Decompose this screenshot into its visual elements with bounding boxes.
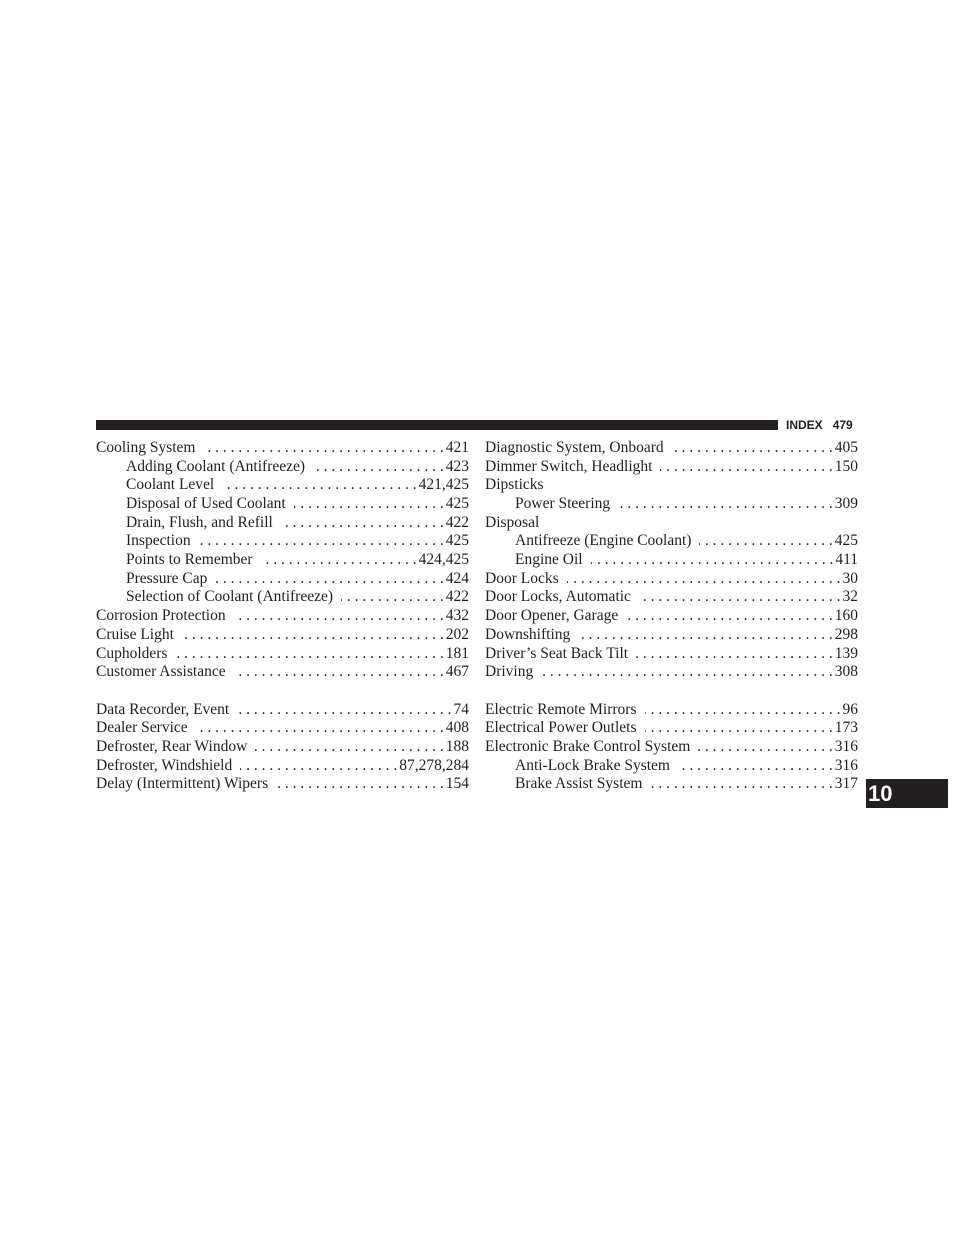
dot-leader <box>313 458 444 477</box>
entry-text: Defroster, Windshield <box>96 756 233 774</box>
index-entry <box>96 439 469 458</box>
entry-page-ref: 298 <box>834 625 858 643</box>
index-entry <box>485 626 858 645</box>
index-subentry <box>485 495 858 514</box>
entry-page-ref: 139 <box>834 644 858 662</box>
dot-leader <box>591 551 834 570</box>
index-entry <box>485 645 858 664</box>
entry-page-ref: 425 <box>445 495 469 513</box>
index-entry <box>96 626 469 645</box>
entry-page-ref: 316 <box>834 756 858 774</box>
entry-text: Points to Remember <box>126 551 253 569</box>
index-entry <box>485 476 858 495</box>
dot-leader <box>341 589 444 608</box>
entry-page-ref: 423 <box>445 457 469 475</box>
dot-leader <box>678 757 833 776</box>
entry-text: Cruise Light <box>96 625 174 643</box>
dot-leader <box>234 607 444 626</box>
dot-leader <box>276 775 444 794</box>
header-rule <box>96 420 778 430</box>
entry-text: Disposal <box>485 513 540 531</box>
entry-text: Antifreeze (Engine Coolant) <box>515 532 692 550</box>
dot-leader <box>203 439 443 458</box>
section-gap <box>485 682 858 701</box>
dot-leader <box>645 701 841 720</box>
entry-page-ref: 316 <box>834 738 858 755</box>
entry-text: Downshifting <box>485 625 571 643</box>
dot-leader <box>182 626 444 645</box>
entry-text: Cupholders <box>96 644 168 662</box>
index-subentry <box>485 757 858 776</box>
entry-text: Anti-Lock Brake System <box>515 756 670 774</box>
entry-page-ref: 74 <box>453 700 469 718</box>
index-entry <box>485 514 858 533</box>
entry-page-ref: 422 <box>445 513 469 531</box>
entry-text: Dealer Service <box>96 719 188 737</box>
index-subentry <box>96 570 469 589</box>
entry-page-ref: 87,278,284 <box>399 756 469 774</box>
index-entry <box>96 645 469 664</box>
entry-page-ref: 425 <box>834 532 858 550</box>
index-subentry <box>96 495 469 514</box>
chapter-tab: 10 <box>866 779 948 808</box>
entry-text: Power Steering <box>515 495 611 513</box>
entry-text: Brake Assist System <box>515 775 643 793</box>
index-subentry <box>96 589 469 608</box>
index-entry <box>96 701 469 720</box>
entry-page-ref: 317 <box>834 775 858 793</box>
entry-page-ref: 424,425 <box>418 551 469 569</box>
entry-page-ref: 424 <box>445 569 469 587</box>
index-entry <box>485 719 858 738</box>
index-subentry <box>96 458 469 477</box>
entry-page-ref: 173 <box>834 719 858 737</box>
index-subentry <box>485 775 858 794</box>
index-entry <box>485 570 858 589</box>
index-column-right <box>485 439 858 794</box>
entry-text: Corrosion Protection <box>96 607 226 625</box>
dot-leader <box>645 719 833 738</box>
dot-leader <box>672 439 833 458</box>
index-subentry <box>96 476 469 495</box>
entry-page-ref: 425 <box>445 532 469 550</box>
dot-leader <box>639 589 841 608</box>
entry-text: Data Recorder, Event <box>96 700 230 718</box>
entry-text: Cooling System <box>96 439 196 456</box>
index-entry <box>96 719 469 738</box>
dot-leader <box>650 775 832 794</box>
entry-page-ref: 181 <box>445 644 469 662</box>
dot-leader <box>215 570 443 589</box>
dot-leader <box>636 645 833 664</box>
index-entry <box>485 738 858 757</box>
page-number: 479 <box>832 418 853 432</box>
dot-leader <box>222 476 416 495</box>
entry-text: Defroster, Rear Window <box>96 738 248 755</box>
index-entry <box>485 663 858 682</box>
entry-text: Electronic Brake Control System <box>485 738 691 755</box>
dot-leader <box>261 551 417 570</box>
index-subentry <box>485 532 858 551</box>
entry-page-ref: 405 <box>834 439 858 456</box>
index-entry <box>485 439 858 458</box>
dot-leader <box>567 570 841 589</box>
entry-page-ref: 202 <box>445 625 469 643</box>
entry-text: Coolant Level <box>126 476 215 494</box>
entry-page-ref: 411 <box>835 551 858 569</box>
index-entry <box>485 607 858 626</box>
entry-page-ref: 308 <box>834 663 858 681</box>
index-entry <box>96 757 469 776</box>
entry-page-ref: 467 <box>445 663 469 681</box>
dot-leader <box>578 626 833 645</box>
entry-text: Delay (Intermittent) Wipers <box>96 775 269 793</box>
dot-leader <box>237 701 451 720</box>
index-column-left <box>96 439 469 794</box>
index-entry <box>485 701 858 720</box>
entry-text: Diagnostic System, Onboard <box>485 439 664 456</box>
entry-text: Driver’s Seat Back Tilt <box>485 644 629 662</box>
entry-text: Disposal of Used Coolant <box>126 495 286 513</box>
dot-leader <box>294 495 444 514</box>
entry-text: Inspection <box>126 532 191 550</box>
entry-page-ref: 421,425 <box>418 476 469 494</box>
entry-page-ref: 408 <box>445 719 469 737</box>
dot-leader <box>699 532 832 551</box>
index-subentry <box>96 551 469 570</box>
entry-text: Door Locks, Automatic <box>485 588 631 606</box>
dot-leader <box>175 645 443 664</box>
dot-leader <box>199 532 444 551</box>
entry-text: Pressure Cap <box>126 569 208 587</box>
entry-page-ref: 421 <box>445 439 469 456</box>
entry-text: Driving <box>485 663 534 681</box>
section-gap <box>96 682 469 701</box>
dot-leader <box>240 757 397 776</box>
entry-text: Electric Remote Mirrors <box>485 700 637 718</box>
index-subentry <box>96 532 469 551</box>
dot-leader <box>541 663 833 682</box>
index-entry <box>96 663 469 682</box>
entry-page-ref: 30 <box>842 569 858 587</box>
entry-text: Selection of Coolant (Antifreeze) <box>126 588 334 606</box>
index-subentry <box>485 551 858 570</box>
entry-page-ref: 432 <box>445 607 469 625</box>
dot-leader <box>660 458 832 477</box>
entry-text: Door Locks <box>485 569 559 587</box>
running-header <box>786 417 858 433</box>
dot-leader <box>626 607 833 626</box>
entry-page-ref: 96 <box>842 700 858 718</box>
index-entry <box>96 607 469 626</box>
entry-page-ref: 32 <box>842 588 858 606</box>
dot-leader <box>281 514 444 533</box>
entry-page-ref: 188 <box>445 738 469 755</box>
entry-page-ref: 309 <box>834 495 858 513</box>
index-entry <box>96 738 469 757</box>
entry-text: Dipsticks <box>485 476 544 494</box>
section-title: INDEX <box>786 418 823 432</box>
entry-text: Engine Oil <box>515 551 583 569</box>
index-entry <box>485 589 858 608</box>
entry-text: Adding Coolant (Antifreeze) <box>126 457 306 475</box>
dot-leader <box>255 738 443 757</box>
entry-text: Drain, Flush, and Refill <box>126 513 273 531</box>
index-entry <box>485 458 858 477</box>
dot-leader <box>618 495 833 514</box>
entry-page-ref: 150 <box>834 457 858 475</box>
index-entry <box>96 775 469 794</box>
entry-page-ref: 160 <box>834 607 858 625</box>
index-subentry <box>96 514 469 533</box>
dot-leader <box>196 719 444 738</box>
entry-page-ref: 154 <box>445 775 469 793</box>
dot-leader <box>234 663 444 682</box>
entry-text: Door Opener, Garage <box>485 607 619 625</box>
entry-text: Dimmer Switch, Headlight <box>485 457 653 475</box>
dot-leader <box>698 738 832 757</box>
entry-text: Electrical Power Outlets <box>485 719 637 737</box>
entry-text: Customer Assistance <box>96 663 226 681</box>
entry-page-ref: 422 <box>445 588 469 606</box>
